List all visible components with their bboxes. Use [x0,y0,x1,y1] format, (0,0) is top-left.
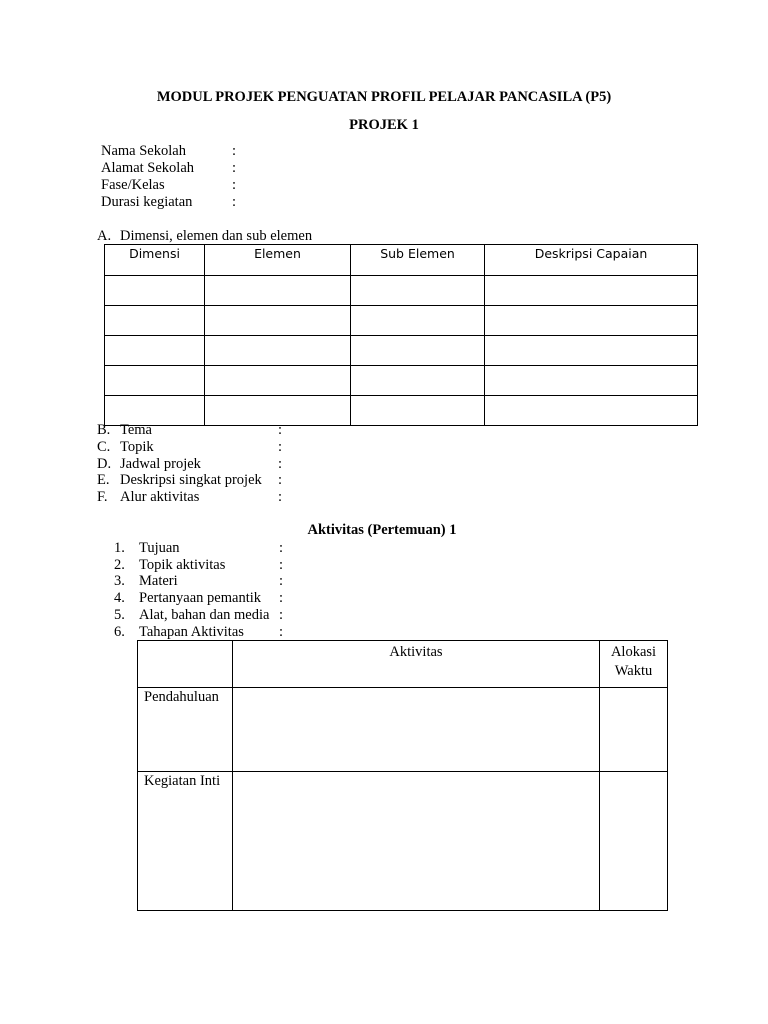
activity-item-colon: : [279,607,284,623]
table-cell[interactable] [205,276,351,306]
activity-item-number: 6. [114,624,125,640]
activity-item-colon: : [279,557,284,573]
dimension-table [104,244,698,426]
table-cell[interactable] [600,772,668,911]
activity-item-label: Pertanyaan pemantik [139,590,261,606]
section-b-marker: B. [97,422,111,438]
table-cell[interactable] [351,396,485,426]
table-cell[interactable] [105,366,205,396]
table-cell[interactable] [105,306,205,336]
section-d-label: Jadwal projek [120,456,201,472]
table-header-row [138,641,668,688]
table-cell[interactable] [351,336,485,366]
identity-label-school-address: Alamat Sekolah [101,160,195,176]
section-colon: : [278,472,283,488]
activity-heading: Aktivitas (Pertemuan) 1 [307,522,457,538]
table-cell[interactable] [600,688,668,772]
section-e-marker: E. [97,472,110,488]
table-row [138,688,668,772]
section-a-marker: A. [97,228,112,244]
row-label-cell [138,772,233,911]
table-row [138,772,668,911]
activity-item-label: Alat, bahan dan media [139,607,270,623]
table-cell[interactable] [105,336,205,366]
section-colon: : [278,456,283,472]
activity-item-colon: : [279,624,284,640]
table-row [105,396,698,426]
section-c-label: Topik [120,439,154,455]
table-header-row [105,245,698,276]
table-cell[interactable] [485,336,698,366]
activity-item-number: 4. [114,590,125,606]
column-header-waktu: Waktu [614,663,653,679]
column-header-sub-elemen: Sub Elemen [351,245,485,276]
section-c-marker: C. [97,439,111,455]
column-header-deskripsi-capaian: Deskripsi Capaian [485,245,698,276]
section-b-label: Tema [120,422,152,438]
identity-colon: : [232,143,237,159]
table-cell[interactable] [351,276,485,306]
table-cell[interactable] [485,366,698,396]
table-cell[interactable] [485,306,698,336]
table-cell[interactable] [233,772,600,911]
column-header-elemen: Elemen [205,245,351,276]
section-colon: : [278,422,283,438]
activity-item-label: Materi [139,573,178,589]
column-header-alokasi: Alokasi [610,644,657,660]
activity-item-colon: : [279,590,284,606]
section-colon: : [278,489,283,505]
identity-colon: : [232,194,237,210]
identity-label-phase-class: Fase/Kelas [101,177,165,193]
table-cell[interactable] [105,276,205,306]
table-cell[interactable] [485,396,698,426]
column-header-aktivitas: Aktivitas [233,641,600,688]
table-cell[interactable] [205,366,351,396]
activity-item-number: 2. [114,557,125,573]
document-title: MODUL PROJEK PENGUATAN PROFIL PELAJAR PANCASILA (P5) [156,89,612,105]
table-row [105,336,698,366]
activity-item-number: 5. [114,607,125,623]
table-row [105,306,698,336]
activity-item-label: Topik aktivitas [139,557,226,573]
identity-colon: : [232,160,237,176]
table-cell[interactable] [205,306,351,336]
section-d-marker: D. [97,456,112,472]
table-cell[interactable] [233,688,600,772]
section-f-marker: F. [97,489,108,505]
column-header-stage [138,641,233,688]
identity-label-duration: Durasi kegiatan [101,194,193,210]
table-cell[interactable] [105,396,205,426]
identity-colon: : [232,177,237,193]
activity-item-number: 3. [114,573,125,589]
activity-stages-table [137,640,668,911]
activity-item-label: Tahapan Aktivitas [139,624,244,640]
activity-item-colon: : [279,540,284,556]
activity-item-label: Tujuan [139,540,180,556]
table-cell[interactable] [351,366,485,396]
table-cell[interactable] [485,276,698,306]
section-e-label: Deskripsi singkat projek [120,472,262,488]
activity-item-number: 1. [114,540,125,556]
section-f-label: Alur aktivitas [120,489,200,505]
table-cell[interactable] [205,336,351,366]
table-row [105,276,698,306]
row-label-cell [138,688,233,772]
row-label-pendahuluan: Pendahuluan [144,689,219,705]
section-colon: : [278,439,283,455]
document-subtitle: PROJEK 1 [349,117,419,133]
table-cell[interactable] [205,396,351,426]
table-cell[interactable] [351,306,485,336]
table-row [105,366,698,396]
column-header-alokasi-waktu [600,641,668,688]
section-a-label: Dimensi, elemen dan sub elemen [120,228,313,244]
activity-item-colon: : [279,573,284,589]
identity-label-school-name: Nama Sekolah [101,143,186,159]
column-header-dimensi: Dimensi [105,245,205,276]
row-label-kegiatan-inti: Kegiatan Inti [144,773,221,789]
